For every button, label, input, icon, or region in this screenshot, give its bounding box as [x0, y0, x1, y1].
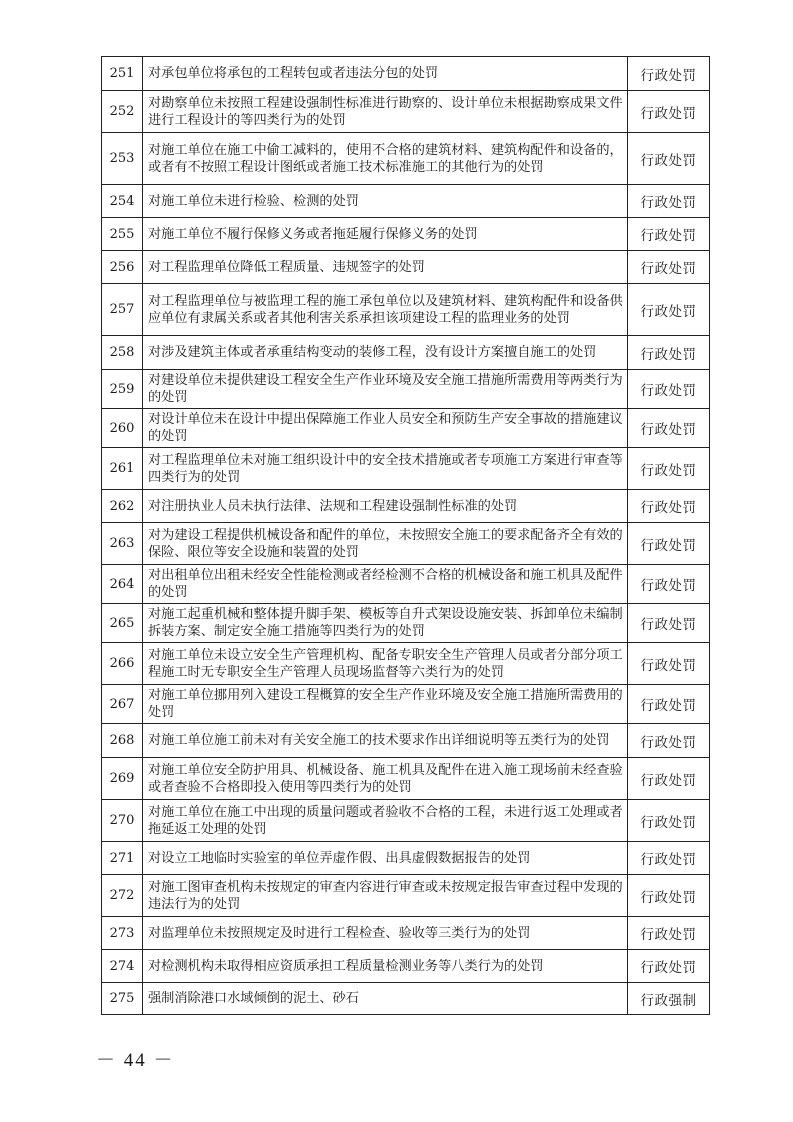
table-row	[102, 370, 710, 409]
item-description: 对工程监理单位与被监理工程的施工承包单位以及建筑材料、建筑构配件和设备供应单位有隶属关系或者其他利害关系承担该项建设工程的监理业务的处罚	[143, 284, 628, 336]
item-description: 对设计单位未在设计中提出保障施工作业人员安全和预防生产安全事故的措施建议的处罚	[143, 409, 628, 448]
item-number: 272	[102, 875, 143, 917]
item-description: 对施工单位在施工中出现的质量问题或者验收不合格的工程，未进行返工处理或者拖延返工处理的处罚	[143, 800, 628, 842]
item-category: 行政处罚	[628, 604, 710, 643]
table-row	[102, 523, 710, 565]
item-description: 对勘察单位未按照工程建设强制性标准进行勘察的、设计单位未根据勘察成果文件进行工程设计的等四类行为的处罚	[143, 91, 628, 133]
table-row	[102, 284, 710, 336]
item-description: 对建设单位未提供建设工程安全生产作业环境及安全施工措施所需费用等两类行为的处罚	[143, 370, 628, 409]
item-number: 256	[102, 251, 143, 284]
item-number: 269	[102, 758, 143, 800]
table-row	[102, 565, 710, 604]
item-description: 对注册执业人员未执行法律、法规和工程建设强制性标准的处罚	[143, 490, 628, 523]
table-row	[102, 604, 710, 643]
item-description: 强制消除港口水域倾倒的泥土、砂石	[143, 983, 628, 1015]
item-number: 267	[102, 685, 143, 724]
table-row	[102, 724, 710, 758]
item-category: 行政处罚	[628, 409, 710, 448]
item-description: 对承包单位将承包的工程转包或者违法分包的处罚	[143, 57, 628, 91]
item-category: 行政强制	[628, 983, 710, 1015]
item-number: 252	[102, 91, 143, 133]
item-number: 275	[102, 983, 143, 1015]
item-category: 行政处罚	[628, 758, 710, 800]
table-row	[102, 251, 710, 284]
item-number: 268	[102, 724, 143, 758]
table-row	[102, 800, 710, 842]
item-category: 行政处罚	[628, 685, 710, 724]
item-category: 行政处罚	[628, 370, 710, 409]
item-category: 行政处罚	[628, 842, 710, 875]
item-category: 行政处罚	[628, 523, 710, 565]
item-number: 273	[102, 917, 143, 950]
table-row	[102, 643, 710, 685]
item-description: 对施工图审查机构未按规定的审查内容进行审查或未按规定报告审查过程中发现的违法行为的处罚	[143, 875, 628, 917]
item-number: 257	[102, 284, 143, 336]
item-number: 253	[102, 133, 143, 185]
item-description: 对施工起重机械和整体提升脚手架、模板等自升式架设设施安装、拆卸单位未编制拆装方案、制定安全施工措施等四类行为的处罚	[143, 604, 628, 643]
item-number: 265	[102, 604, 143, 643]
item-category: 行政处罚	[628, 91, 710, 133]
item-category: 行政处罚	[628, 448, 710, 490]
item-description: 对施工单位安全防护用具、机械设备、施工机具及配件在进入施工现场前未经查验或者查验不合格即投入使用等四类行为的处罚	[143, 758, 628, 800]
table-row	[102, 133, 710, 185]
item-description: 对为建设工程提供机械设备和配件的单位，未按照安全施工的要求配备齐全有效的保险、限位等安全设施和装置的处罚	[143, 523, 628, 565]
item-number: 255	[102, 218, 143, 251]
item-category: 行政处罚	[628, 490, 710, 523]
item-description: 对监理单位未按照规定及时进行工程检查、验收等三类行为的处罚	[143, 917, 628, 950]
item-number: 263	[102, 523, 143, 565]
table-row	[102, 950, 710, 983]
item-category: 行政处罚	[628, 218, 710, 251]
table-row	[102, 448, 710, 490]
table-row	[102, 409, 710, 448]
table-row	[102, 842, 710, 875]
page-number: － 44 －	[96, 1050, 175, 1071]
item-description: 对工程监理单位降低工程质量、违规签字的处罚	[143, 251, 628, 284]
item-number: 270	[102, 800, 143, 842]
item-number: 258	[102, 336, 143, 370]
item-description: 对施工单位挪用列入建设工程概算的安全生产作业环境及安全施工措施所需费用的处罚	[143, 685, 628, 724]
item-description: 对施工单位在施工中偷工减料的，使用不合格的建筑材料、建筑构配件和设备的，或者有不按照工程设计图纸或者施工技术标准施工的其他行为的处罚	[143, 133, 628, 185]
item-category: 行政处罚	[628, 875, 710, 917]
item-number: 259	[102, 370, 143, 409]
table-row	[102, 917, 710, 950]
item-category: 行政处罚	[628, 251, 710, 284]
table-row	[102, 57, 710, 91]
item-number: 260	[102, 409, 143, 448]
item-category: 行政处罚	[628, 133, 710, 185]
item-number: 264	[102, 565, 143, 604]
item-description: 对工程监理单位未对施工组织设计中的安全技术措施或者专项施工方案进行审查等四类行为的处罚	[143, 448, 628, 490]
item-category: 行政处罚	[628, 565, 710, 604]
item-category: 行政处罚	[628, 284, 710, 336]
item-description: 对出租单位出租未经安全性能检测或者经检测不合格的机械设备和施工机具及配件的处罚	[143, 565, 628, 604]
item-description: 对施工单位未进行检验、检测的处罚	[143, 185, 628, 218]
item-description: 对施工单位未设立安全生产管理机构、配备专职安全生产管理人员或者分部分项工程施工时无专职安全生产管理人员现场监督等六类行为的处罚	[143, 643, 628, 685]
item-number: 266	[102, 643, 143, 685]
item-category: 行政处罚	[628, 724, 710, 758]
table-row	[102, 91, 710, 133]
item-category: 行政处罚	[628, 643, 710, 685]
table-row	[102, 758, 710, 800]
item-category: 行政处罚	[628, 57, 710, 91]
item-number: 261	[102, 448, 143, 490]
item-number: 262	[102, 490, 143, 523]
item-category: 行政处罚	[628, 917, 710, 950]
item-number: 271	[102, 842, 143, 875]
table-row	[102, 218, 710, 251]
enforcement-items-table	[101, 56, 710, 1015]
table-row	[102, 490, 710, 523]
item-description: 对施工单位不履行保修义务或者拖延履行保修义务的处罚	[143, 218, 628, 251]
table-row	[102, 185, 710, 218]
item-number: 254	[102, 185, 143, 218]
table-body	[102, 57, 710, 1015]
item-number: 274	[102, 950, 143, 983]
item-description: 对检测机构未取得相应资质承担工程质量检测业务等八类行为的处罚	[143, 950, 628, 983]
table-row	[102, 336, 710, 370]
item-category: 行政处罚	[628, 185, 710, 218]
item-description: 对设立工地临时实验室的单位弄虚作假、出具虚假数据报告的处罚	[143, 842, 628, 875]
table-row	[102, 685, 710, 724]
item-category: 行政处罚	[628, 800, 710, 842]
table-row	[102, 983, 710, 1015]
table-row	[102, 875, 710, 917]
item-category: 行政处罚	[628, 950, 710, 983]
item-description: 对施工单位施工前未对有关安全施工的技术要求作出详细说明等五类行为的处罚	[143, 724, 628, 758]
item-number: 251	[102, 57, 143, 91]
item-category: 行政处罚	[628, 336, 710, 370]
item-description: 对涉及建筑主体或者承重结构变动的装修工程，没有设计方案擅自施工的处罚	[143, 336, 628, 370]
